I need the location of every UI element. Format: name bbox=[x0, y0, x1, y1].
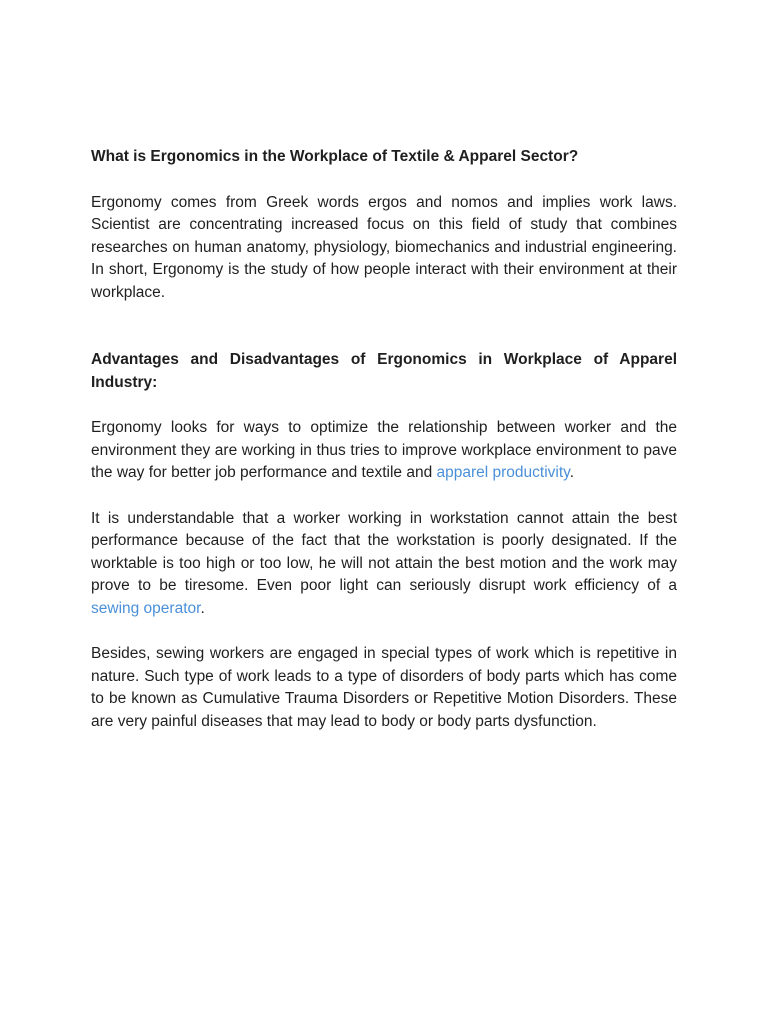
apparel-productivity-link[interactable]: apparel productivity bbox=[436, 464, 570, 481]
spacer bbox=[91, 169, 677, 192]
paragraph-optimize-relationship bbox=[91, 417, 677, 485]
paragraph-workstation bbox=[91, 508, 677, 621]
spacer bbox=[91, 485, 677, 508]
paragraph-text: It is understandable that a worker working in workstation cannot attain the best performance because of the fact that the workstation is poorly designated. If the worktable is too high or too low, he will not attain the best motion and the work may prove to be tiresome. Even poor light can seriously disrupt work efficiency of a bbox=[91, 509, 677, 594]
paragraph-ergonomy-definition: Ergonomy comes from Greek words ergos and nomos and implies work laws. Scientist are concentrating increased focus on this field of study that combines researches on human anatomy, physiology, biomechanics and industrial engineering. In short, Ergonomy is the study of how people interact with their environment at their workplace. bbox=[91, 193, 677, 301]
document-page bbox=[91, 146, 677, 733]
paragraph-repetitive-work: Besides, sewing workers are engaged in special types of work which is repetitive in nature. Such type of work leads to a type of disorders of body parts which has come to be known as Cumulative Trauma Disorders or Repetitive Motion Disorders. These are very painful diseases that may lead to body or body parts dysfunction. bbox=[91, 645, 677, 730]
paragraph-text: . bbox=[569, 464, 575, 481]
sewing-operator-link[interactable]: sewing operator bbox=[91, 599, 201, 617]
paragraph-text: Ergonomy looks for ways to optimize the relationship between worker and the environment they are working in thus tries to improve workplace environment to pave the way for better job performance and textile and bbox=[91, 419, 677, 481]
paragraph-text: . bbox=[200, 599, 205, 617]
spacer bbox=[91, 304, 677, 349]
section-heading-advantages: Advantages and Disadvantages of Ergonomics in Workplace of Apparel Industry: bbox=[91, 351, 677, 391]
spacer bbox=[91, 620, 677, 643]
spacer bbox=[91, 394, 677, 417]
section-heading-ergonomics: What is Ergonomics in the Workplace of Textile & Apparel Sector? bbox=[91, 148, 579, 165]
